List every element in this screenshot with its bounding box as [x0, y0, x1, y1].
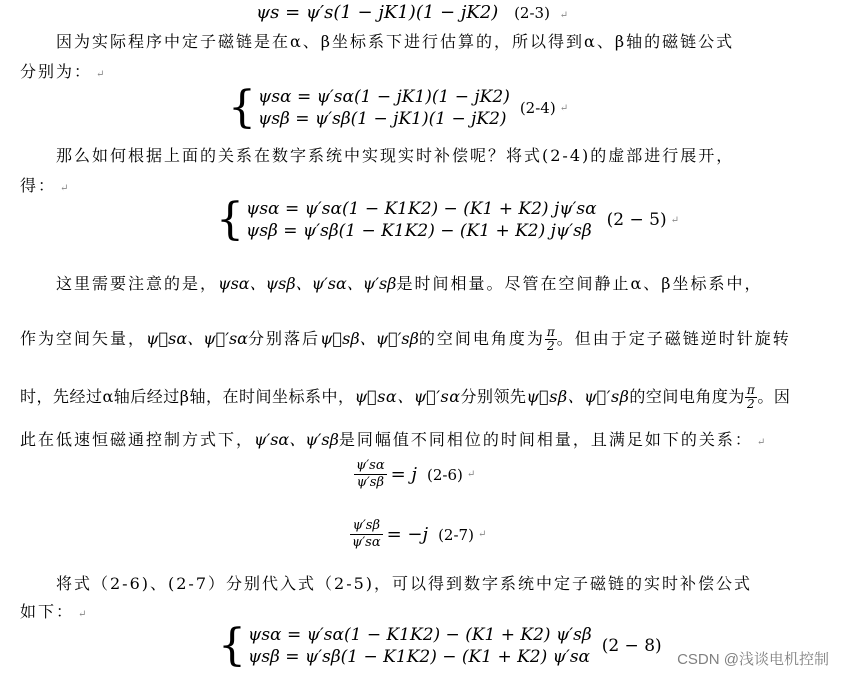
paragraph-4-line-1: 将式（2-6)、(2-7）分别代入式（2-5)，可以得到数字系统中定子磁链的实时补偿公式: [56, 574, 753, 593]
csdn-watermark: CSDN @浅谈电机控制: [677, 651, 829, 668]
pi-over-2-fraction: [745, 384, 757, 411]
equation-2-6-rhs: = j: [390, 464, 417, 485]
paragraph-3-line-1-text-a: 这里需要注意的是，: [56, 274, 219, 293]
paragraph-mark-icon: ↵: [477, 529, 487, 540]
fraction-numerator: π: [546, 325, 555, 339]
fraction-denominator: 2: [547, 339, 555, 353]
paragraph-4-line-2-text: 如下：: [20, 602, 75, 621]
paragraph-3-line-4-text-b: 是同幅值不同相位的时间相量，且满足如下的关系：: [338, 430, 753, 449]
equation-2-5-row-1: ψsα = ψ′sα(1 − K1K2) − (K1 + K2) jψ′sα: [246, 199, 597, 219]
left-brace-icon: {: [228, 82, 256, 133]
paragraph-2-line-1: 那么如何根据上面的关系在数字系统中实现实时补偿呢？将式(2-4)的虚部进行展开，: [56, 146, 735, 165]
paragraph-3-line-2-text-b: 分别落后: [247, 329, 320, 348]
paragraph-mark-icon: ↵: [60, 183, 71, 194]
paragraph-1-line-2-text: 分别为：: [20, 62, 93, 81]
paragraph-1-line-2: [20, 62, 106, 85]
fraction-denominator: 2: [747, 397, 756, 411]
equation-2-6-fraction: [354, 458, 387, 491]
equation-2-3-number: (2-3): [514, 4, 550, 22]
paragraph-4-line-2: [20, 602, 88, 625]
paragraph-3-line-1: [56, 274, 763, 294]
paragraph-3-line-3-text-d: 。因: [757, 387, 791, 406]
equation-2-8: [218, 620, 662, 671]
paragraph-2-line-2: [20, 176, 70, 199]
paragraph-mark-icon: ↵: [96, 69, 107, 80]
paragraph-3-line-3-text-a: 时，先经过α轴后经过β轴，在时间坐标系中，: [20, 387, 355, 406]
paragraph-3-line-4: [20, 430, 767, 453]
equation-2-8-rows: [248, 624, 592, 668]
paragraph-3-line-1-text-b: 是时间相量。尽管在空间静止α、β坐标系中，: [396, 274, 763, 293]
paragraph-1-line-1: 因为实际程序中定子磁链是在α、β坐标系下进行估算的，所以得到α、β轴的磁链公式: [56, 32, 735, 51]
paragraph-3-line-3-text-c: 的空间电角度为: [629, 387, 745, 406]
fraction-numerator: π: [746, 383, 756, 397]
equation-2-6-number: (2-6): [427, 465, 463, 484]
equation-2-7-rhs: = −j: [386, 524, 429, 545]
left-brace-icon: {: [218, 620, 246, 671]
paragraph-3-line-3-vars-2: ψ⃗sβ、ψ⃗′sβ: [526, 387, 630, 406]
paragraph-3-line-2-vars: ψ⃗sα、ψ⃗′sα: [146, 329, 248, 348]
paragraph-3-line-3: [20, 384, 790, 411]
paragraph-mark-icon: ↵: [670, 214, 679, 226]
equation-2-8-number: (2 − 8): [601, 636, 662, 656]
left-brace-icon: {: [216, 194, 244, 245]
paragraph-3-line-4-vars: ψ′sα、ψ′sβ: [254, 430, 339, 449]
equation-2-8-row-2: ψsβ = ψ′sβ(1 − K1K2) − (K1 + K2) ψ′sα: [248, 647, 591, 667]
paragraph-3-line-3-vars: ψ⃗sα、ψ⃗′sα: [354, 387, 461, 406]
paragraph-mark-icon: ↵: [78, 609, 89, 620]
equation-2-7-number: (2-7): [438, 525, 474, 544]
pi-over-2-fraction: [545, 326, 557, 353]
fraction-numerator: ψ′sα: [356, 458, 385, 473]
equation-2-5: [216, 194, 679, 245]
equation-2-4-number: (2-4): [519, 99, 556, 117]
fraction-numerator: ψ′sβ: [350, 518, 383, 535]
paragraph-3-line-2-text-a: 作为空间矢量，: [20, 329, 147, 348]
equation-2-5-number: (2 − 5): [606, 210, 667, 230]
paragraph-mark-icon: ↵: [466, 469, 476, 480]
equation-2-4: [228, 82, 569, 133]
fraction-denominator: ψ′sα: [352, 535, 381, 550]
paragraph-3-line-3-text-b: 分别领先: [460, 387, 527, 406]
paragraph-2-line-2-text: 得：: [20, 176, 57, 195]
equation-2-6: [354, 458, 475, 491]
paragraph-3-line-1-vars: ψsα、ψsβ、ψ′sα、ψ′sβ: [218, 274, 397, 293]
equation-2-3: [256, 2, 568, 23]
equation-2-5-rows: [246, 198, 597, 242]
equation-2-8-row-1: ψsα = ψ′sα(1 − K1K2) − (K1 + K2) ψ′sβ: [248, 625, 592, 645]
fraction-denominator: ψ′sβ: [356, 475, 384, 490]
equation-2-5-row-2: ψsβ = ψ′sβ(1 − K1K2) − (K1 + K2) jψ′sβ: [246, 221, 592, 241]
paragraph-3-line-2-vars-2: ψ⃗sβ、ψ⃗′sβ: [320, 329, 419, 348]
paragraph-mark-icon: ↵: [559, 102, 569, 114]
equation-2-3-body: ψs = ψ′s(1 − jK1)(1 − jK2): [256, 2, 499, 23]
paragraph-3-line-4-text-a: 此在低速恒磁通控制方式下，: [20, 430, 255, 449]
paragraph-3-line-2-text-d: 。但由于定子磁链逆时针旋转: [556, 329, 791, 348]
paragraph-3-line-2-text-c: 的空间电角度为: [418, 329, 545, 348]
equation-2-4-row-1: ψsα = ψ′sα(1 − jK1)(1 − jK2): [258, 87, 510, 107]
paragraph-mark-icon: ↵: [559, 10, 569, 21]
paragraph-mark-icon: ↵: [756, 437, 768, 448]
equation-2-7: [350, 518, 486, 551]
equation-2-7-fraction: [350, 518, 383, 551]
equation-2-4-rows: [258, 86, 510, 130]
paragraph-3-line-2: [20, 326, 791, 353]
equation-2-4-row-2: ψsβ = ψ′sβ(1 − jK1)(1 − jK2): [258, 109, 507, 129]
